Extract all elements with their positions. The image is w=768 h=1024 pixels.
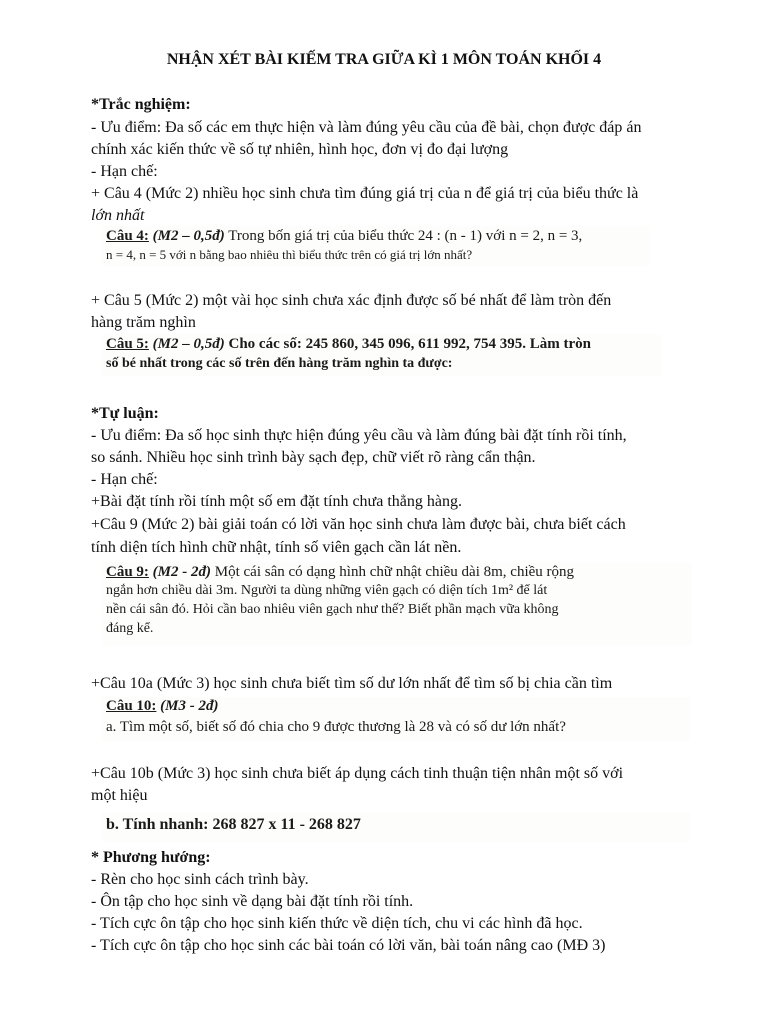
paragraph-line: +Câu 9 (Mức 2) bài giải toán có lời văn học sinh chưa làm được bài, chưa biết cách bbox=[91, 516, 626, 533]
list-item: - Tích cực ôn tập cho học sinh kiến thức về diện tích, chu vi các hình đã học. bbox=[91, 915, 583, 932]
document-title: NHẬN XÉT BÀI KIẾM TRA GIỮA KÌ 1 MÔN TOÁN KHỐI 4 bbox=[166, 51, 602, 68]
question-image-cau-4 bbox=[102, 226, 650, 266]
question-text: Một cái sân có dạng hình chữ nhật chiều dài 8m, chiều rộng bbox=[214, 564, 575, 580]
question-image-cau-10b bbox=[102, 812, 690, 842]
list-item: - Tích cực ôn tập cho học sinh các bài toán có lời văn, bài toán nâng cao (MĐ 3) bbox=[91, 937, 606, 954]
paragraph-line: - Hạn chế: bbox=[91, 471, 158, 488]
section-heading-phuong-huong: * Phương hướng: bbox=[91, 849, 211, 866]
question-image-cau-10 bbox=[102, 697, 690, 741]
question-level: (M3 - 2đ) bbox=[160, 698, 219, 714]
question-level: (M2 – 0,5đ) bbox=[152, 228, 225, 244]
list-item: - Ôn tập cho học sinh về dạng bài đặt tính rồi tính. bbox=[91, 893, 414, 910]
question-text: đáng kể. bbox=[106, 621, 154, 636]
paragraph-line: +Câu 10b (Mức 3) học sinh chưa biết áp dụng cách tinh thuận tiện nhân một số với bbox=[91, 765, 624, 782]
question-label: Câu 4: bbox=[106, 228, 149, 244]
paragraph-line: so sánh. Nhiều học sinh trình bày sạch đẹp, chữ viết rõ ràng cẩn thận. bbox=[91, 449, 536, 466]
question-text: b. Tính nhanh: 268 827 x 11 - 268 827 bbox=[106, 816, 361, 833]
question-level: (M2 - 2đ) bbox=[152, 564, 211, 580]
paragraph-line: + Câu 4 (Mức 2) nhiều học sinh chưa tìm đúng giá trị của n để giá trị của biểu thức là bbox=[91, 185, 639, 202]
paragraph-line: lớn nhất bbox=[91, 207, 145, 224]
question-text: nền cái sân đó. Hỏi cần bao nhiêu viên gạch như thế? Biết phần mạch vữa không bbox=[106, 602, 559, 617]
question-text: ngắn hơn chiều dài 3m. Người ta dùng những viên gạch có diện tích 1m² để lát bbox=[106, 583, 548, 598]
question-label: Câu 5: bbox=[106, 336, 149, 352]
question-text: a. Tìm một số, biết số đó chia cho 9 được thương là 28 và có số dư lớn nhất? bbox=[106, 719, 566, 735]
paragraph-line: +Câu 10a (Mức 3) học sinh chưa biết tìm số dư lớn nhất để tìm số bị chia cần tìm bbox=[91, 675, 613, 692]
question-text: n = 4, n = 5 với n bằng bao nhiêu thì biểu thức trên có giá trị lớn nhất? bbox=[106, 247, 473, 262]
question-label: Câu 10: bbox=[106, 698, 157, 714]
question-text: số bé nhất trong các số trên đến hàng trăm nghìn ta được: bbox=[106, 356, 453, 371]
question-image-cau-5 bbox=[102, 334, 662, 376]
list-item: - Rèn cho học sinh cách trình bày. bbox=[91, 871, 309, 888]
question-image-cau-9 bbox=[102, 562, 692, 646]
paragraph-line: +Bài đặt tính rồi tính một số em đặt tính chưa thẳng hàng. bbox=[91, 493, 462, 510]
paragraph-line: hàng trăm nghìn bbox=[91, 314, 196, 331]
section-heading-tu-luan: *Tự luận: bbox=[91, 405, 159, 422]
paragraph-line: - Hạn chế: bbox=[91, 163, 158, 180]
paragraph-line: - Ưu điểm: Đa số học sinh thực hiện đúng yêu cầu và làm đúng bài đặt tính rồi tính, bbox=[91, 427, 627, 444]
paragraph-line: tính diện tích hình chữ nhật, tính số viên gạch cần lát nền. bbox=[91, 539, 462, 556]
question-text: Trong bốn giá trị của biểu thức 24 : (n - 1) với n = 2, n = 3, bbox=[228, 228, 583, 244]
paragraph-line: - Ưu điểm: Đa số các em thực hiện và làm đúng yêu cầu của đề bài, chọn được đáp án bbox=[91, 119, 642, 136]
paragraph-line: chính xác kiến thức về số tự nhiên, hình học, đơn vị đo đại lượng bbox=[91, 141, 509, 158]
section-heading-trac-nghiem: *Trắc nghiệm: bbox=[91, 96, 191, 113]
question-level: (M2 – 0,5đ) bbox=[152, 336, 225, 352]
paragraph-line: một hiệu bbox=[91, 787, 148, 804]
paragraph-line: + Câu 5 (Mức 2) một vài học sinh chưa xác định được số bé nhất để làm tròn đến bbox=[91, 292, 612, 309]
question-text: Cho các số: 245 860, 345 096, 611 992, 754 395. Làm tròn bbox=[228, 336, 591, 352]
question-label: Câu 9: bbox=[106, 564, 149, 580]
